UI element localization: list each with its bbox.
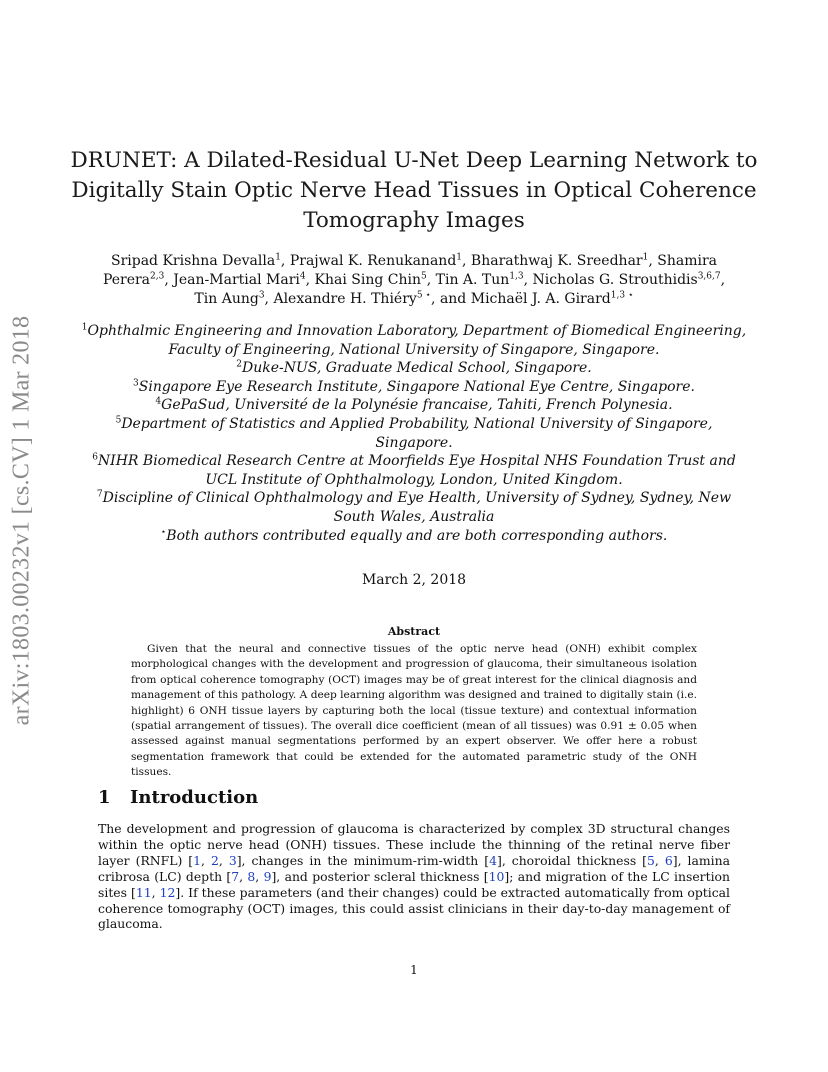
body-text: ]. If these parameters (and their changes) could be extracted automatically from optical coherence tomography (OCT) images, this could assist clinicians in their day-to-day management of glaucoma. xyxy=(98,884,731,932)
body-text: The development and progression of glaucoma is characterized by complex 3D structural changes within the optic nerve head (ONH) tissues. These include the thinning of the retinal nerve fiber layer (RNFL) [ xyxy=(98,821,730,868)
body-text: ], and posterior scleral thickness [ xyxy=(271,868,489,884)
arxiv-sidebar xyxy=(4,290,40,750)
body-text: , xyxy=(239,868,248,884)
paper-date: March 2, 2018 xyxy=(361,572,467,588)
author-name: Jean-Martial Mari xyxy=(173,272,300,288)
author-affiliation-mark: 1,3 ⋆ xyxy=(610,290,634,301)
abstract-text: Given that the neural and connective tissues of the optic nerve head (ONH) exhibit complex morphological changes with the development and progression of glaucoma, their simultaneous isolation from optical coherence tomography (OCT) images may be of great interest for the clinical diagnosis and management of this pathology. A deep learning algorithm was designed and trained to digitally stain (i.e. highlight) 6 ONH tissue layers by capturing both the local (tissue texture) and contextual information (spatial arrangement of tissues). The overall dice coefficient (mean of all tissues) was 0.91 ± 0.05 when assessed against manual segmentations performed by an expert observer. We offer here a robust segmentation framework that could be extended for the automated parametric study of the ONH tissues. xyxy=(131,643,697,779)
author-name: Alexandre H. Thiéry xyxy=(273,291,417,307)
affiliation-item xyxy=(78,489,750,526)
section-number: 1 xyxy=(98,787,111,808)
citation-link[interactable]: 7 xyxy=(231,868,240,884)
body-text: ], choroidal thickness [ xyxy=(496,852,648,868)
affiliation-number: 1 xyxy=(81,322,88,333)
author-affiliation-mark: 3 xyxy=(258,290,265,301)
author-affiliation-mark: 5 ⋆ xyxy=(416,290,432,301)
citation-link[interactable]: 3 xyxy=(228,852,237,868)
page-number: 1 xyxy=(410,963,418,977)
citation-link[interactable]: 5 xyxy=(647,852,655,868)
author-affiliation-mark: 1 xyxy=(275,252,281,263)
author-affiliation-mark: 5 xyxy=(421,271,427,282)
affiliation-number: 5 xyxy=(115,415,122,426)
affiliation-number: 2 xyxy=(236,359,242,370)
author-list: Sripad Krishna Devalla$^1$, Prajwal K. Renukanand$^1$, Bharathwaj K. Sreedhar$^1$, Shamira Perera$^{2,3}$, Jean-Martial Mari$^4$, Khai Sing Chin$^5$, Tin A. Tun$^{1,3}$, Nicholas G. Strouthidis$^{3,6,7}$, Tin Aung$^3$, Alexandre H. Thiéry$^{5 ⋆}$, and Michaël J. A. Girard$^{1,3 ⋆}$ xyxy=(102,252,726,307)
affiliation-text: NIHR Biomedical Research Centre at Moorfields Eye Hospital NHS Foundation Trust and UCL Institute of Ophthalmology, London, United Kingdom. xyxy=(97,453,736,488)
affiliation-text: Singapore Eye Research Institute, Singapore National Eye Centre, Singapore. xyxy=(138,378,695,395)
citation-link[interactable]: 1 xyxy=(193,852,202,868)
body-text: , xyxy=(255,868,264,884)
affiliation-text: Ophthalmic Engineering and Innovation Laboratory, Department of Biomedical Engineering, Faculty of Engineering, National University of Singapore, Singapore. xyxy=(87,323,747,358)
affiliation-item xyxy=(78,415,750,452)
citation-link[interactable]: 12 xyxy=(159,884,176,900)
section-heading xyxy=(98,787,258,808)
body-text: ]; and migration of the LC insertion sites [ xyxy=(98,868,730,900)
author-affiliation-mark: 1 xyxy=(456,252,463,263)
title-line: Digitally Stain Optic Nerve Head Tissues in Optical Coherence xyxy=(71,178,757,203)
author-name: Prajwal K. Renukanand xyxy=(289,253,457,269)
author-name: Michaël J. A. Girard xyxy=(470,291,611,307)
affiliation-text: Duke-NUS, Graduate Medical School, Singapore. xyxy=(241,360,592,377)
author-name: Tin A. Tun xyxy=(435,272,510,288)
affiliation-text: Department of Statistics and Applied Probability, National University of Singapore, Singapore. xyxy=(121,415,713,451)
affiliation-text: GePaSud, Université de la Polynésie francaise, Tahiti, French Polynesia. xyxy=(161,397,673,414)
body-text: , xyxy=(151,884,160,900)
citation-link[interactable]: 2 xyxy=(210,852,219,868)
author-affiliation-mark: 4 xyxy=(299,271,306,282)
section-title: Introduction xyxy=(130,787,259,808)
affiliation-text: Both authors contributed equally and are both corresponding authors. xyxy=(166,527,668,544)
introduction-paragraph xyxy=(98,821,730,932)
author-affiliation-mark: 1 xyxy=(642,252,649,263)
affiliation-number: 4 xyxy=(155,396,162,407)
paper-title xyxy=(70,146,758,236)
affiliation-list xyxy=(78,322,750,545)
author-name: Sripad Krishna Devalla xyxy=(110,253,276,269)
author-name: Shamira Perera xyxy=(102,253,717,288)
body-text: ], changes in the minimum-rim-width [ xyxy=(236,852,490,868)
author-affiliation-mark: 1,3 xyxy=(509,271,524,282)
affiliation-number: 3 xyxy=(133,378,139,389)
author-affiliation-mark: 2,3 xyxy=(150,271,165,282)
citation-link[interactable]: 4 xyxy=(489,852,497,868)
author-name: Bharathwaj K. Sreedhar xyxy=(470,253,643,269)
citation-link[interactable]: 11 xyxy=(135,884,152,900)
body-text: , xyxy=(654,852,665,868)
affiliation-item xyxy=(78,396,750,415)
body-text: ], lamina cribrosa (LC) depth [ xyxy=(98,852,730,884)
body-text: , xyxy=(201,852,211,868)
author-name: Nicholas G. Strouthidis xyxy=(532,272,698,288)
author-name: Khai Sing Chin xyxy=(314,272,421,288)
affiliation-item xyxy=(78,527,750,546)
citation-link[interactable]: 9 xyxy=(263,868,272,884)
author-name: Tin Aung xyxy=(194,291,259,307)
author-affiliation-mark: 3,6,7 xyxy=(697,271,721,282)
affiliation-number: 6 xyxy=(92,452,98,463)
affiliation-item xyxy=(78,452,750,489)
arxiv-identifier: arXiv:1803.00232v1 [cs.CV] 1 Mar 2018 xyxy=(8,315,35,725)
affiliation-item xyxy=(78,322,750,359)
affiliation-item xyxy=(78,378,750,397)
citation-link[interactable]: 10 xyxy=(488,868,505,884)
citation-link[interactable]: 6 xyxy=(664,852,673,868)
affiliation-text: Discipline of Clinical Ophthalmology and Eye Health, University of Sydney, Sydney, New South Wales, Australia xyxy=(102,490,732,525)
abstract-heading: Abstract xyxy=(387,625,441,638)
body-text: , xyxy=(218,852,229,868)
title-line: Tomography Images xyxy=(303,208,525,233)
title-line: DRUNET: A Dilated-Residual U-Net Deep Learning Network to xyxy=(70,148,758,173)
affiliation-number: ⋆ xyxy=(160,526,167,537)
citation-link[interactable]: 8 xyxy=(247,868,256,884)
affiliation-number: 7 xyxy=(96,489,103,500)
affiliation-item xyxy=(78,359,750,378)
